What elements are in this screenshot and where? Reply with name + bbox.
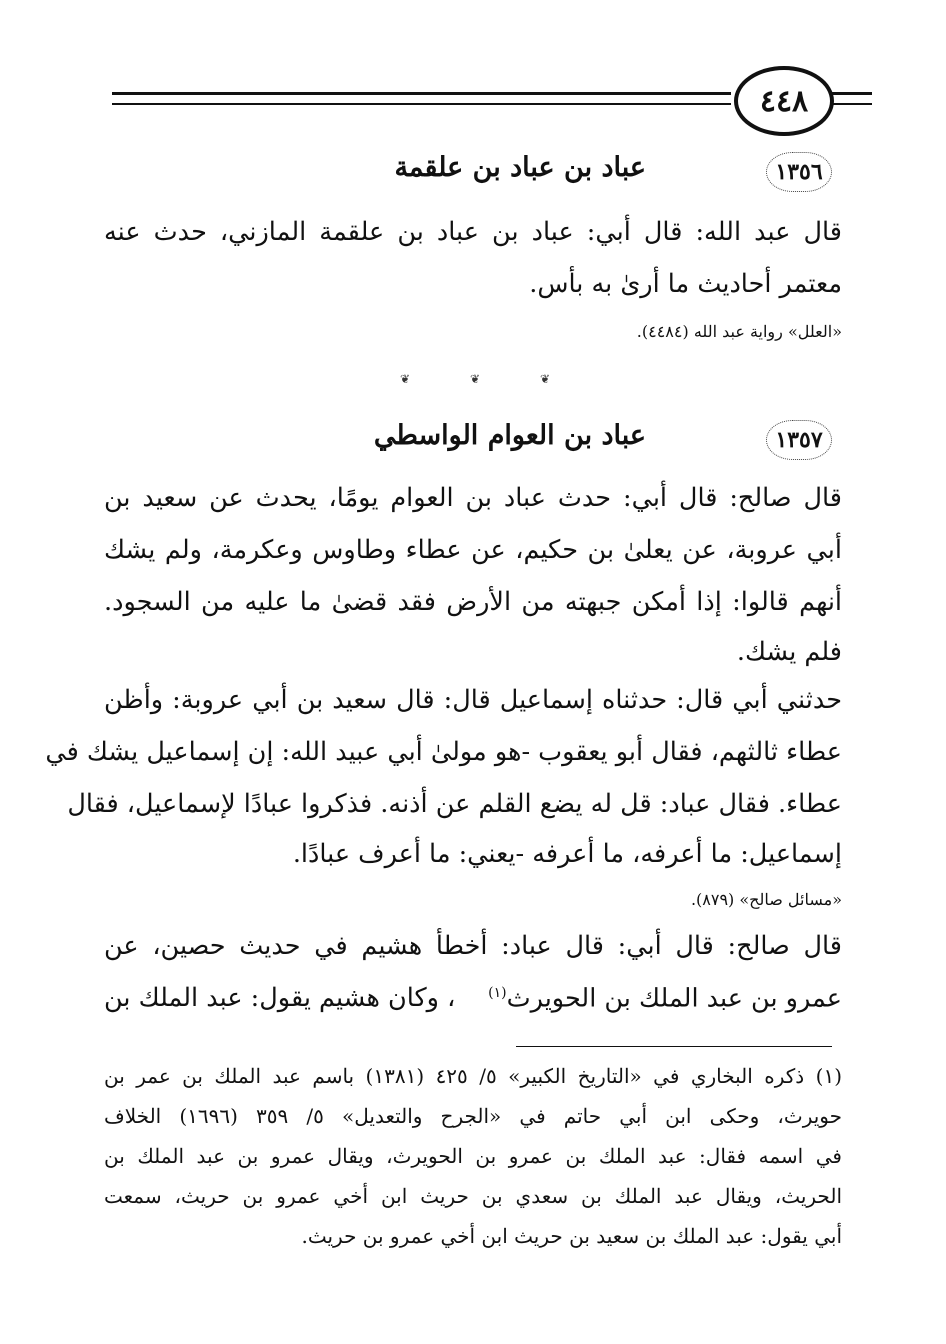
text-line: قال صالح: قال أبي: حدث عباد بن العوام يومًا، يحدث عن سعيد بن: [104, 483, 842, 513]
section-ornament: [400, 372, 550, 384]
footnote-line: الحريث، ويقال عبد الملك بن سعدي بن حريث ابن أخي عمرو بن حريث، سمعت: [104, 1184, 842, 1208]
entry-number: ١٣٥٧: [775, 427, 823, 453]
footnote-line: في اسمه فقال: عبد الملك بن عمرو بن الحويرث، ويقال عمرو بن عبد الملك بن: [104, 1144, 842, 1168]
ornament-glyph: ❦: [539, 372, 550, 386]
text-segment-main: عمرو بن عبد الملك بن الحويرث: [506, 983, 842, 1014]
text-line: قال صالح: قال أبي: قال عباد: أخطأ هشيم في حديث حصين، عن: [104, 931, 842, 961]
text-segment-end: ، وكان هشيم يقول: عبد الملك بن: [104, 983, 456, 1013]
text-line: عطاء. فقال عباد: قل له يضع القلم عن أذنه. فذكروا عبادًا لإسماعيل، فقال: [67, 789, 842, 819]
text-line: أنهم قالوا: إذا أمكن جبهته من الأرض فقد قضىٰ ما عليه من السجود.: [104, 587, 842, 617]
ornament-glyph: ❦: [469, 372, 481, 386]
text-line: حدثني أبي قال: حدثناه إسماعيل قال: قال سعيد بن أبي عروبة: وأظن: [104, 685, 842, 715]
entry-title: عباد بن عباد بن علقمة: [394, 152, 646, 183]
text-line: قال عبد الله: قال أبي: عباد بن عباد بن علقمة المازني، حدث عنه: [104, 217, 842, 247]
header-rule-right: [832, 92, 872, 105]
footnote-line: (١) ذكره البخاري في «التاريخ الكبير» ٥/ ٤٢٥ (١٣٨١) باسم عبد الملك بن عمر بن: [104, 1064, 842, 1088]
source-citation: «العلل» رواية عبد الله (٤٤٨٤).: [636, 322, 842, 341]
page-number: ٤٤٨: [734, 66, 834, 136]
footnote-line: حويرث، وحكى ابن أبي حاتم في «الجرح والتعديل» ٥/ ٣٥٩ (١٦٩٦) الخلاف: [104, 1104, 842, 1128]
footnote-marker: (١): [488, 985, 507, 1001]
entry-number-badge: [766, 420, 832, 460]
text-segment: [488, 983, 842, 1014]
source-citation: «مسائل صالح» (٨٧٩).: [690, 890, 842, 909]
text-line: فلم يشك.: [736, 637, 842, 667]
text-line: إسماعيل: ما أعرفه، ما أعرفه -يعني: ما أعرف عبادًا.: [292, 839, 842, 869]
entry-number: ١٣٥٦: [775, 159, 823, 185]
text-line-with-footnote: [104, 983, 842, 1014]
header-rule-left: [112, 92, 731, 105]
ornament-glyph: ❦: [400, 372, 411, 386]
entry-number-badge: [766, 152, 832, 192]
footnote-rule: [516, 1046, 832, 1047]
text-line: أبي عروبة، عن يعلىٰ بن حكيم، عن عطاء وطاوس وعكرمة، ولم يشك: [104, 535, 842, 565]
text-line: عطاء ثالثهم، فقال أبو يعقوب -هو مولىٰ أبي عبيد الله: إن إسماعيل يشك في: [45, 737, 842, 767]
footnote-line: أبي يقول: عبد الملك بن سعيد بن حريث ابن أخي عمرو بن حريث.: [301, 1224, 842, 1248]
text-line: معتمر أحاديث ما أرىٰ به بأس.: [529, 269, 842, 299]
entry-title: عباد بن العوام الواسطي: [373, 420, 646, 451]
